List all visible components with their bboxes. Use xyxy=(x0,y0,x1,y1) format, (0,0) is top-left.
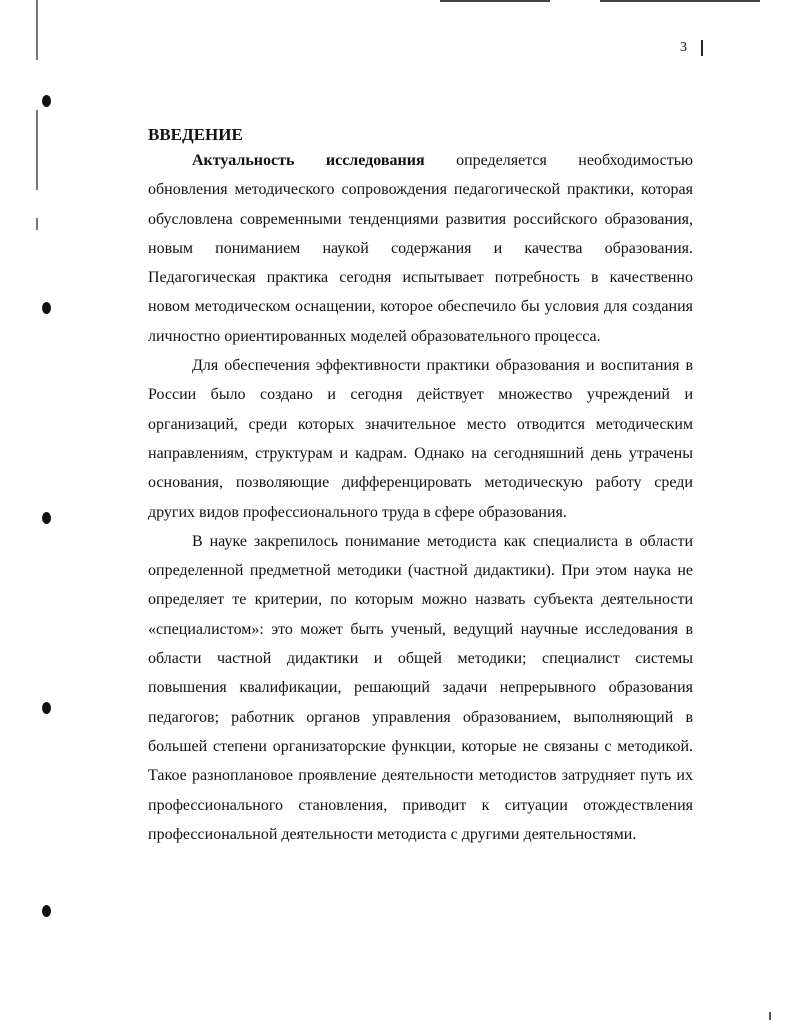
section-heading: ВВЕДЕНИЕ xyxy=(148,125,243,144)
paragraph-lead: Актуальность исследования xyxy=(192,152,425,169)
binding-hole-mark xyxy=(42,512,51,524)
scan-corner-mark xyxy=(769,1012,771,1020)
binding-hole-mark xyxy=(42,702,51,714)
scan-top-rule xyxy=(600,0,760,2)
page-number-bar xyxy=(701,40,703,56)
page-number: 3 xyxy=(680,40,687,55)
scan-binding-line xyxy=(36,0,38,60)
scan-top-rule xyxy=(440,0,550,2)
paragraph xyxy=(148,146,693,351)
paragraph: Для обеспечения эффективности практики образования и воспитания в России было создано и сегодня действует множество учреждений и организаций, среди которых значительное место отводится методическим направлениям, структурам и кадрам. Однако на сегодняшний день утрачены основания, позволяющие дифференцировать методическую работу среди других видов профессионального труда в сфере образования. xyxy=(148,357,693,521)
binding-hole-mark xyxy=(42,905,51,917)
binding-hole-mark xyxy=(42,302,51,314)
paragraph: В науке закрепилось понимание методиста как специалиста в области определенной предметной методики (частной дидактики). При этом наука не определяет те критерии, по которым можно назвать субъекта деятельности «специалистом»: это может быть ученый, ведущий научные исследования в области частной дидактики и общей методики; специалист системы повышения квалификации, решающий задачи непрерывного образования педагогов; работник органов управления образованием, выполняющий в большей степени организаторские функции, которые не связаны с методикой. Такое разноплановое проявление деятельности методистов затрудняет путь их профессионального становления, приводит к ситуации отождествления профессиональной деятельности методиста с другими деятельностями. xyxy=(148,532,693,843)
binding-hole-mark xyxy=(42,95,51,107)
scan-binding-line xyxy=(36,110,38,190)
document-body xyxy=(148,125,693,849)
paragraph-text: определяется необходимостью обновления методического сопровождения педагогической практики, которая обусловлена современными тенденциями развития российского образования, новым пониманием наукой содержания и качества образования. Педагогическая практика сегодня испытывает потребность в качественно новом методическом оснащении, которое обеспечило бы условия для создания личностно ориентированных моделей образовательного процесса. xyxy=(148,152,693,345)
scan-binding-line xyxy=(36,218,38,230)
